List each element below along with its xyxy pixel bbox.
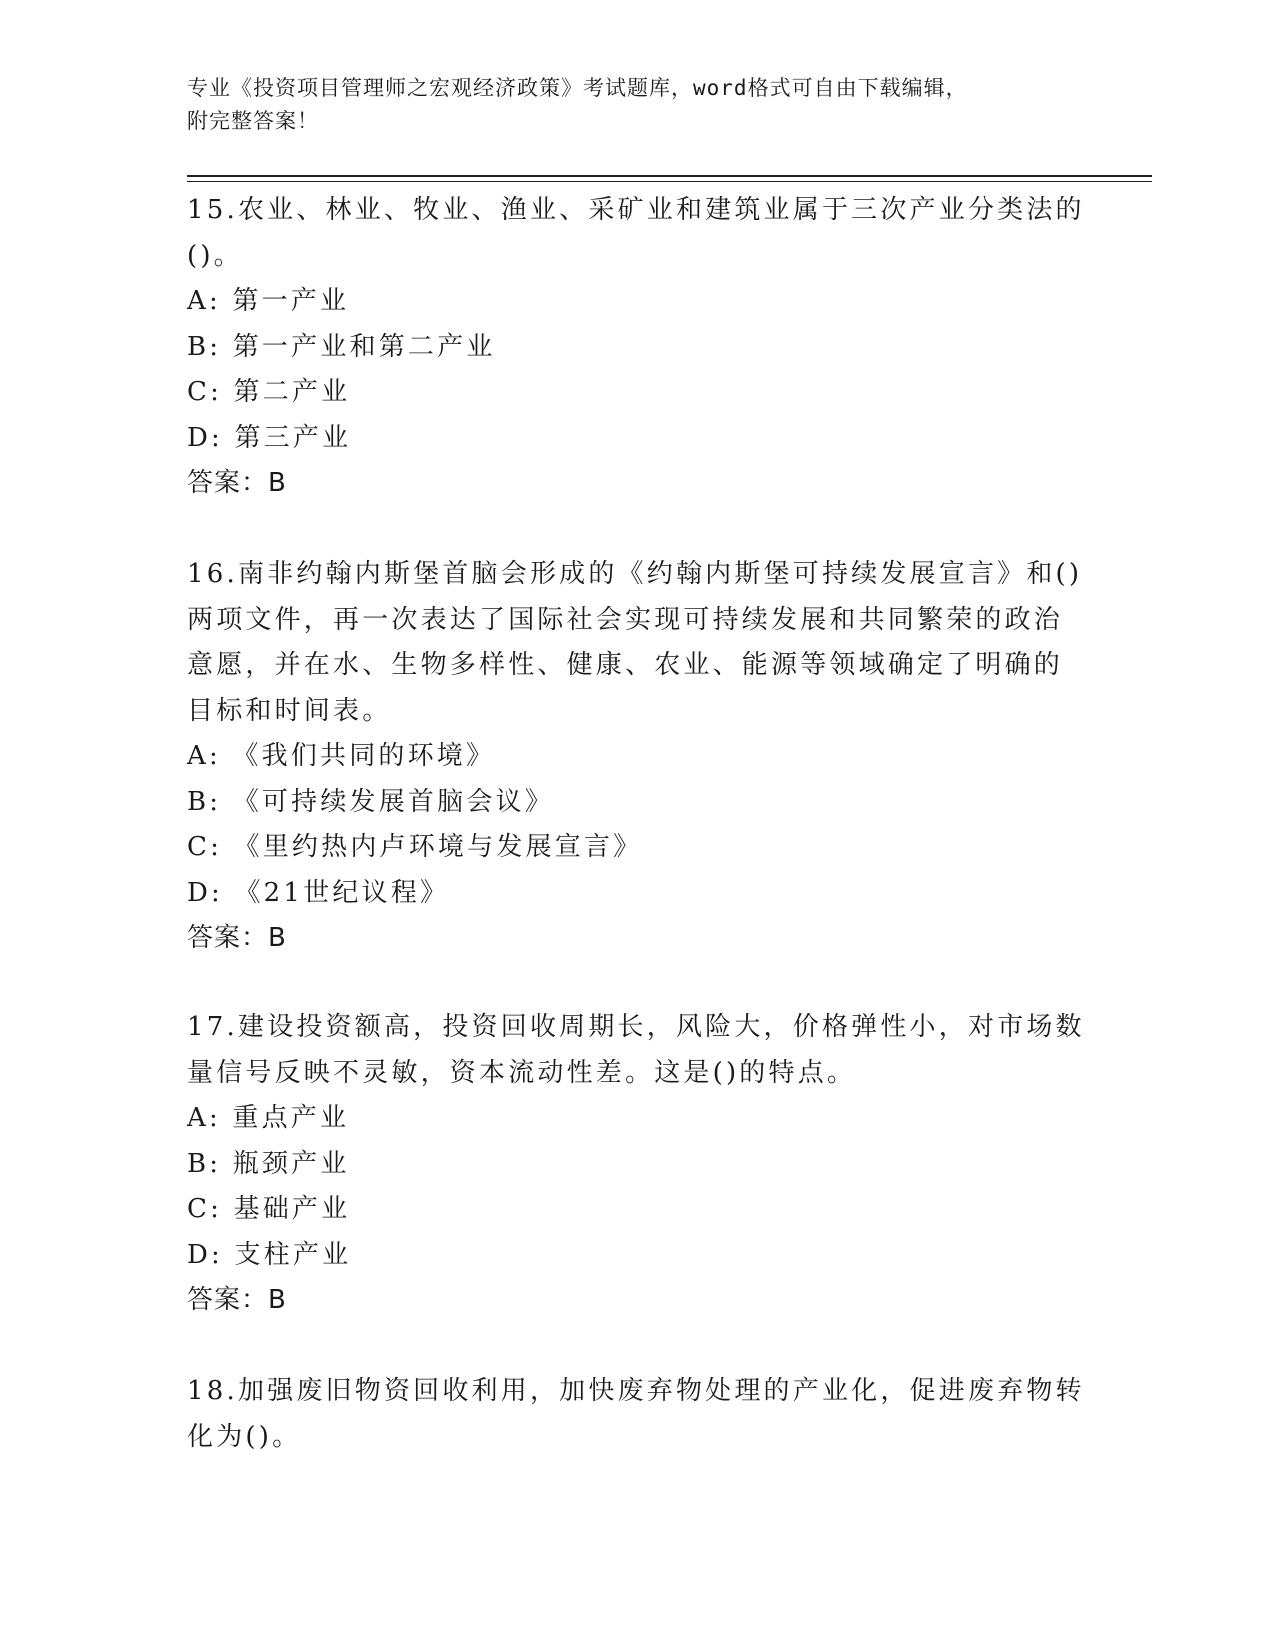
answer-line: 答案：B	[187, 923, 287, 953]
question-stem-line: 17.建设投资额高，投资回收周期长，风险大，价格弹性小，对市场数	[187, 1012, 1085, 1042]
question-stem-line: ()。	[187, 240, 243, 271]
question-stem-line: 15.农业、林业、牧业、渔业、采矿业和建筑业属于三次产业分类法的	[187, 195, 1085, 225]
question-stem-line: 18.加强废旧物资回收利用，加快废弃物处理的产业化，促进废弃物转	[187, 1376, 1085, 1406]
question-17	[187, 1005, 1087, 1324]
header-line-1: 专业《投资项目管理师之宏观经济政策》考试题库，word格式可自由下载编辑，	[187, 76, 968, 100]
question-stem-line: 目标和时间表。	[187, 695, 392, 726]
header-divider-thick	[187, 175, 1152, 177]
document-header	[187, 72, 1067, 138]
option-b: B: 《可持续发展首脑会议》	[187, 786, 554, 817]
question-stem-line: 意愿，并在水、生物多样性、健康、农业、能源等领域确定了明确的	[187, 650, 1064, 680]
question-stem-line: 两项文件，再一次表达了国际社会实现可持续发展和共同繁荣的政治	[187, 604, 1064, 635]
option-d: D: 《21世纪议程》	[187, 877, 450, 908]
option-c: C: 基础产业	[187, 1194, 351, 1224]
option-b: B: 瓶颈产业	[187, 1148, 350, 1179]
header-line-2: 附完整答案！	[187, 109, 319, 133]
option-d: D: 支柱产业	[187, 1239, 352, 1270]
option-a: A: 第一产业	[187, 286, 350, 316]
question-stem-line: 化为()。	[187, 1421, 302, 1452]
question-15	[187, 188, 1087, 507]
option-c: C: 第二产业	[187, 377, 351, 407]
header-divider-thin	[187, 181, 1152, 182]
option-b: B: 第一产业和第二产业	[187, 331, 496, 362]
option-a: A: 《我们共同的环境》	[187, 741, 496, 771]
question-stem-line: 量信号反映不灵敏，资本流动性差。这是()的特点。	[187, 1057, 857, 1088]
question-stem-line: 16.南非约翰内斯堡首脑会形成的《约翰内斯堡可持续发展宣言》和()	[187, 559, 1083, 589]
option-d: D: 第三产业	[187, 422, 352, 453]
question-18	[187, 1369, 1087, 1460]
answer-line: 答案：B	[187, 1285, 287, 1315]
answer-line: 答案：B	[187, 468, 287, 498]
question-16	[187, 552, 1087, 962]
option-a: A: 重点产业	[187, 1103, 350, 1133]
option-c: C: 《里约热内卢环境与发展宣言》	[187, 832, 643, 862]
